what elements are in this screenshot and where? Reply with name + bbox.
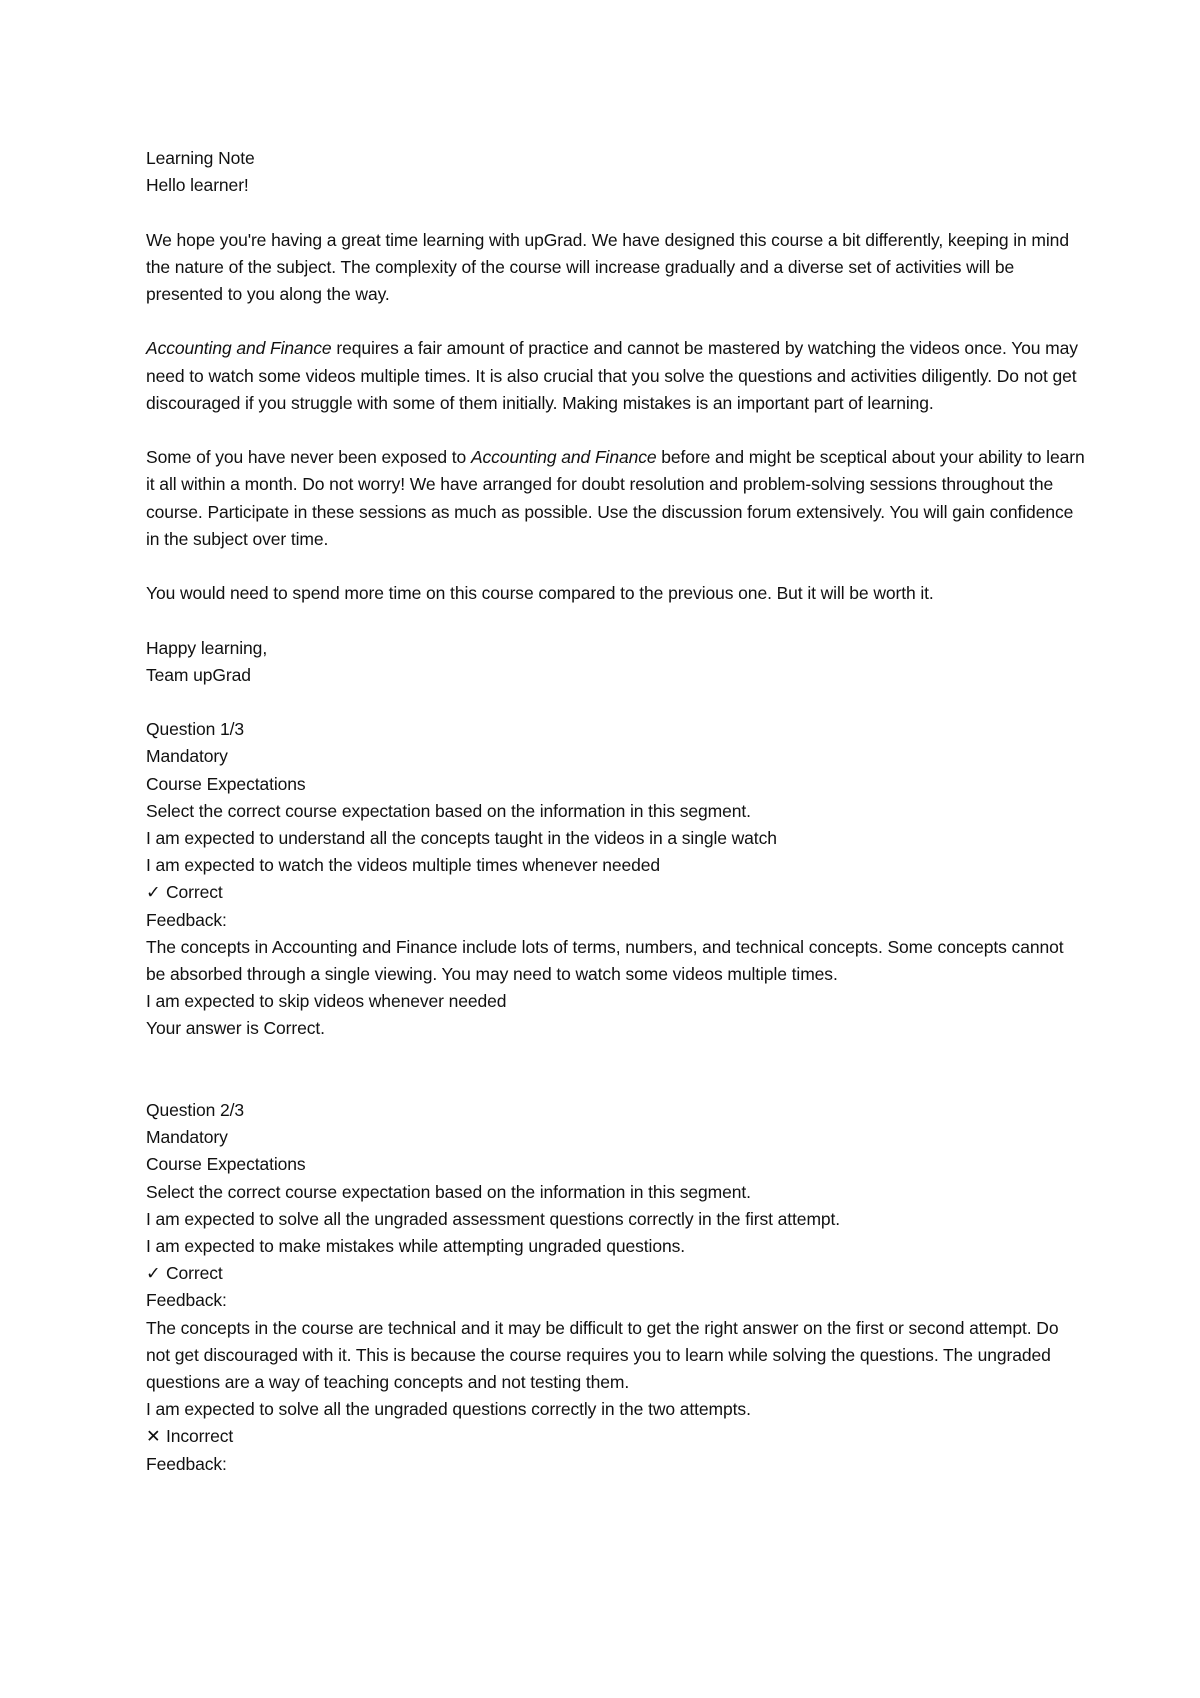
question-number: Question 1/3 [146,719,245,740]
greeting: Hello learner! [146,175,249,196]
result-text: Your answer is Correct. [146,1018,325,1039]
answer-option: I am expected to skip videos whenever needed [146,991,507,1012]
question-prompt: Select the correct course expectation based on the information in this segment. [146,800,751,821]
feedback-label: Feedback: [146,1453,227,1474]
correct-mark [146,1260,1086,1287]
team-signature: Team upGrad [146,664,251,685]
answer-option: I am expected to make mistakes while attempting ungraded questions. [146,1236,686,1257]
practice-paragraph [146,335,1086,417]
question-2 [146,1097,1086,1478]
support-paragraph-start: Some of you have never been exposed to [146,447,471,468]
question-topic: Course Expectations [146,773,306,794]
time-paragraph: You would need to spend more time on this course compared to the previous one. But it will be worth it. [146,583,934,604]
feedback-label: Feedback: [146,909,227,930]
question-topic: Course Expectations [146,1154,306,1175]
question-prompt: Select the correct course expectation based on the information in this segment. [146,1181,751,1202]
question-number: Question 2/3 [146,1100,245,1120]
practice-paragraph-text: requires a fair amount of practice and cannot be mastered by watching the videos once. You may need to watch some videos multiple times. It is also crucial that you solve the questions and activities diligently. Do not get discouraged if you struggle with some of them initially. Making mistakes is an important part of learning. [146,338,1078,413]
answer-option: I am expected to understand all the concepts taught in the videos in a single watch [146,827,777,848]
cross-icon: ✕ [146,1426,161,1447]
answer-option: I am expected to watch the videos multiple times whenever needed [146,855,661,876]
incorrect-mark [146,1423,1086,1450]
feedback-text: The concepts in the course are technical and it may be difficult to get the right answer on the first or second attempt. Do not get discouraged with it. This is because the course requires you to learn while solving the questions. The ungraded questions are a way of teaching concepts and not testing them. [146,1317,1059,1393]
intro-paragraph: We hope you're having a great time learning with upGrad. We have designed this course a bit differently, keeping in mind the nature of the subject. The complexity of the course will increase gradually and a diverse set of activities will be presented to you along the way. [146,229,1069,304]
answer-option: I am expected to solve all the ungraded questions correctly in the two attempts. [146,1399,751,1420]
feedback-text: The concepts in Accounting and Finance include lots of terms, numbers, and technical concepts. Some concepts cannot be absorbed through a single viewing. You may need to watch some videos multiple times. [146,936,1064,984]
question-status: Mandatory [146,746,228,767]
incorrect-label: Incorrect [166,1426,234,1447]
course-name-emphasis: Accounting and Finance [470,447,657,468]
support-paragraph-end: before and might be sceptical about your ability to learn it all within a month. Do not worry! We have arranged for doubt resolution and problem-solving sessions throughout the course. Participate in these sessions as much as possible. Use the discussion forum extensively. You will gain confidence in the subject over time. [146,447,1085,549]
question-1 [146,716,1086,1042]
signoff: Happy learning, [146,637,268,658]
checkmark-icon: ✓ [146,882,161,903]
question-status: Mandatory [146,1127,228,1148]
course-name-emphasis: Accounting and Finance [146,338,332,359]
answer-option: I am expected to solve all the ungraded assessment questions correctly in the first attempt. [146,1208,841,1229]
document-page [146,145,1086,1478]
note-title: Learning Note [146,148,255,168]
correct-label: Correct [166,1263,223,1284]
correct-label: Correct [166,882,223,903]
correct-mark [146,879,1086,906]
checkmark-icon: ✓ [146,1263,161,1284]
support-paragraph [146,444,1086,553]
feedback-label: Feedback: [146,1290,227,1311]
